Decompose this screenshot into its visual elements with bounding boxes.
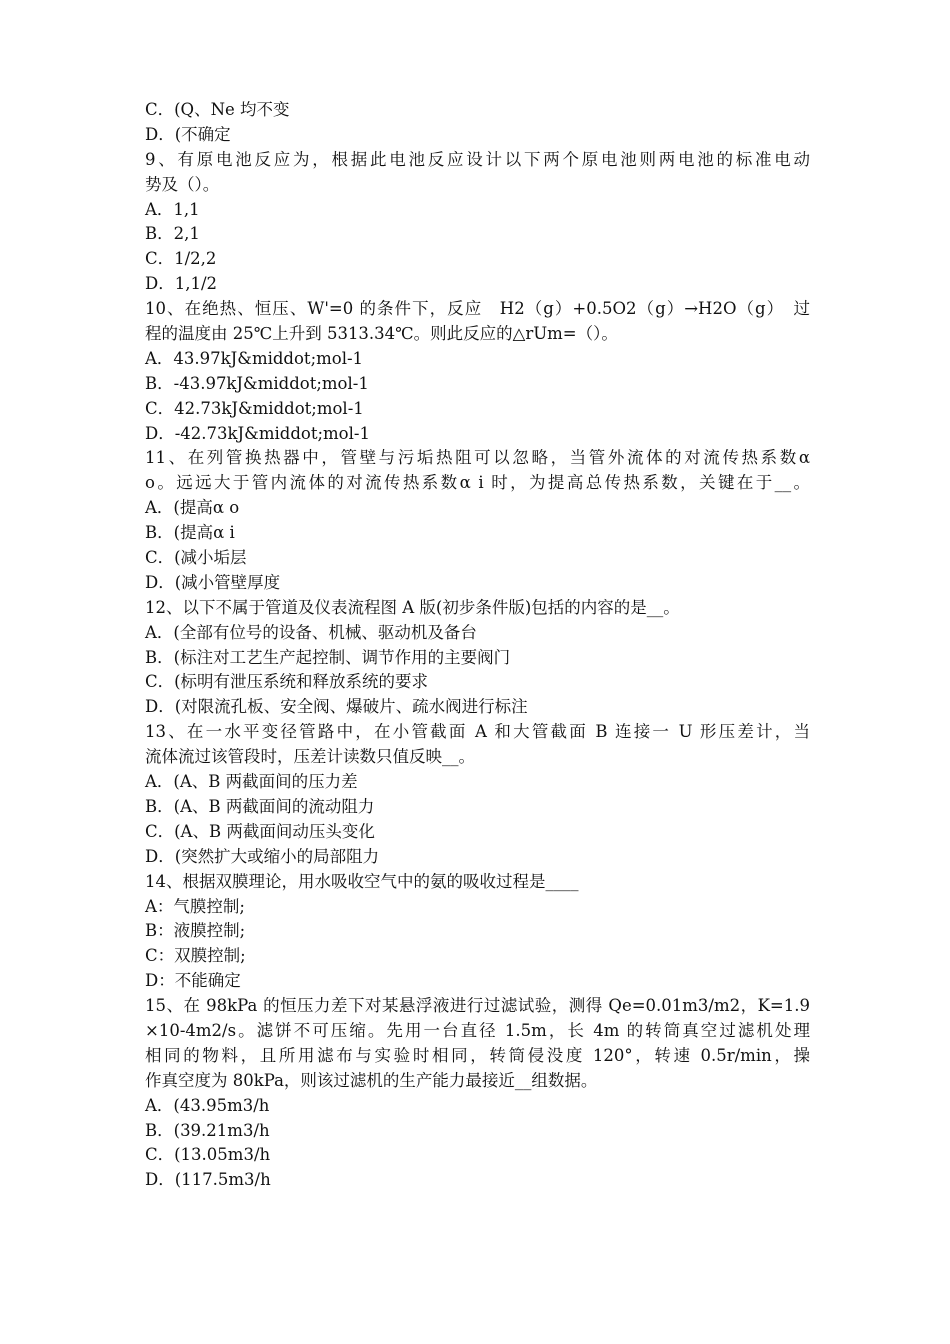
option-a-q14: A：气膜控制;: [145, 896, 245, 916]
option-c-q14: C：双膜控制;: [145, 946, 246, 966]
option-d-q12: D．(对限流孔板、安全阀、爆破片、疏水阀进行标注: [145, 697, 528, 717]
option-c-q15: C．(13.05m3/h: [145, 1145, 271, 1165]
question-13-stem-cont: 流体流过该管段时，压差计读数只值反映__。: [145, 747, 475, 767]
document-page: [145, 98, 810, 1193]
option-d-q14: D：不能确定: [145, 971, 241, 991]
question-12-stem: 12、以下不属于管道及仪表流程图 A 版(初步条件版)包括的内容的是__。: [145, 597, 680, 617]
option-a-q12: A．(全部有位号的设备、机械、驱动机及备台: [145, 622, 477, 642]
question-9-stem-cont: 势及（）。: [145, 174, 220, 194]
option-b-q15: B．(39.21m3/h: [145, 1120, 270, 1140]
option-d-q15: D．(117.5m3/h: [145, 1170, 271, 1190]
option-d-q10: D．-42.73kJ&middot;mol-1: [145, 423, 370, 443]
question-15-stem-cont-2: 相同的物料，且所用滤布与实验时相同，转筒侵没度 120°，转速 0.5r/min，操: [145, 1045, 810, 1065]
question-15-stem-cont-1: ×10-4m2/s。滤饼不可压缩。先用一台直径 1.5m，长 4m 的转筒真空过滤机处理: [145, 1020, 810, 1040]
option-c-q10: C．42.73kJ&middot;mol-1: [145, 398, 364, 418]
option-b-q13: B．(A、B 两截面间的流动阻力: [145, 796, 375, 816]
option-a-q13: A．(A、B 两截面间的压力差: [145, 772, 358, 792]
option-b-q12: B．(标注对工艺生产起控制、调节作用的主要阀门: [145, 647, 511, 667]
question-11-stem: 11、在列管换热器中，管壁与污垢热阻可以忽略，当管外流体的对流传热系数α: [145, 448, 810, 468]
option-b-q10: B．-43.97kJ&middot;mol-1: [145, 373, 369, 393]
option-a-q10: A．43.97kJ&middot;mol-1: [145, 348, 364, 368]
option-c-q12: C．(标明有泄压系统和释放系统的要求: [145, 672, 429, 692]
question-9-stem: 9、有原电池反应为，根据此电池反应设计以下两个原电池则两电池的标准电动: [145, 149, 810, 169]
question-11-stem-cont: o。远远大于管内流体的对流传热系数α i 时，为提高总传热系数，关键在于__。: [145, 473, 810, 493]
option-c-q8: C．(Q、Ne 均不变: [145, 100, 290, 119]
question-10-stem: 10、在绝热、恒压、W'=0 的条件下，反应 H2（g）+0.5O2（g）→H2O（g） 过: [145, 299, 810, 319]
option-c-q11: C．(减小垢层: [145, 548, 247, 568]
option-d-q11: D．(减小管壁厚度: [145, 572, 281, 592]
option-a-q15: A．(43.95m3/h: [145, 1095, 270, 1115]
option-b-q14: B：液膜控制;: [145, 921, 246, 941]
question-13-stem: 13、在一水平变径管路中，在小管截面 A 和大管截面 B 连接一 U 形压差计，当: [145, 722, 810, 742]
option-c-q9: C．1/2,2: [145, 249, 217, 269]
question-15-stem-cont-3: 作真空度为 80kPa，则该过滤机的生产能力最接近__组数据。: [145, 1070, 598, 1090]
option-a-q11: A．(提高α o: [145, 498, 240, 518]
option-c-q13: C．(A、B 两截面间动压头变化: [145, 821, 375, 841]
question-14-stem: 14、根据双膜理论，用水吸收空气中的氨的吸收过程是____: [145, 871, 579, 891]
option-b-q11: B．(提高α i: [145, 523, 235, 543]
option-d-q8: D．(不确定: [145, 124, 231, 144]
question-10-stem-cont: 程的温度由 25℃上升到 5313.34℃。则此反应的△rUm=（）。: [145, 324, 618, 344]
option-a-q9: A．1,1: [145, 199, 200, 219]
option-b-q9: B．2,1: [145, 224, 200, 244]
question-15-stem: 15、在 98kPa 的恒压力差下对某悬浮液进行过滤试验，测得 Qe=0.01m3/m2，K=1.9: [145, 996, 810, 1016]
option-d-q13: D．(突然扩大或缩小的局部阻力: [145, 846, 380, 866]
option-d-q9: D．1,1/2: [145, 274, 218, 294]
